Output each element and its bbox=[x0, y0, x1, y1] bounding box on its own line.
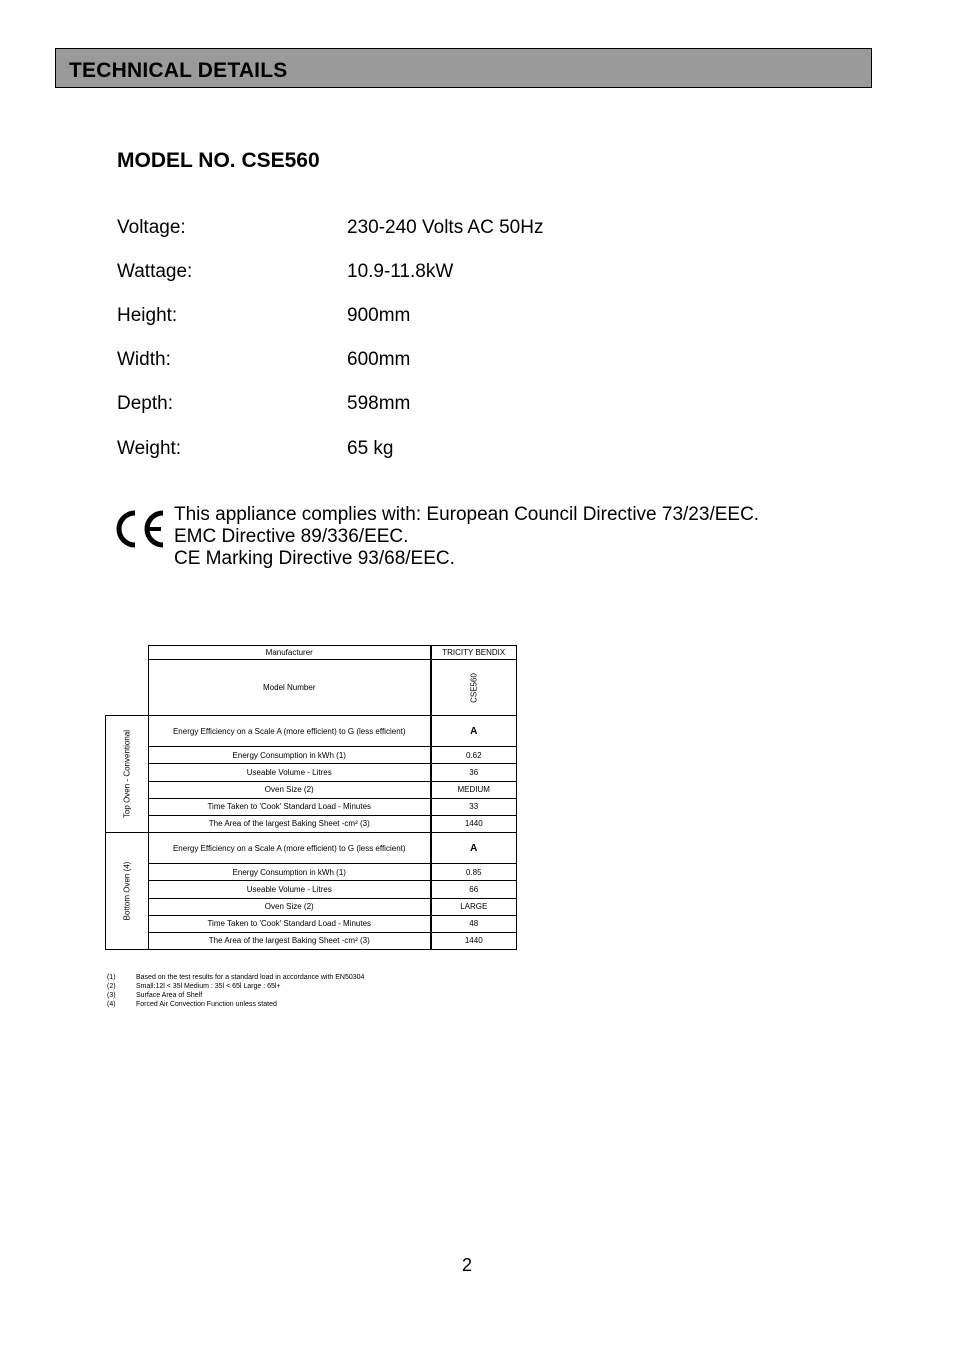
spec-row-voltage bbox=[117, 217, 717, 241]
row-value: 0.85 bbox=[431, 864, 517, 881]
spec-label: Width: bbox=[117, 349, 171, 370]
spec-value: 600mm bbox=[347, 349, 411, 370]
spec-label: Weight: bbox=[117, 438, 182, 459]
table-row bbox=[106, 881, 517, 898]
page-number: 2 bbox=[462, 1255, 473, 1275]
spec-value: 230-240 Volts AC 50Hz bbox=[347, 217, 544, 238]
top-oven-group-label: Top Oven - Conventional bbox=[122, 729, 132, 819]
row-label: Oven Size (2) bbox=[149, 781, 431, 798]
spec-value: 598mm bbox=[347, 393, 411, 414]
row-value: A bbox=[431, 716, 517, 747]
row-value: 48 bbox=[431, 915, 517, 932]
row-value: MEDIUM bbox=[431, 781, 517, 798]
spec-value: 900mm bbox=[347, 305, 411, 326]
row-value: 1440 bbox=[431, 815, 517, 832]
compliance-line: EMC Directive 89/336/EEC. bbox=[174, 526, 409, 547]
model-number-value: CSE560 bbox=[469, 672, 479, 703]
row-value: 66 bbox=[431, 881, 517, 898]
footnote-number: (2) bbox=[107, 983, 116, 990]
spec-label: Depth: bbox=[117, 393, 173, 414]
table-row bbox=[106, 764, 517, 781]
footnote-text: Forced Air Convection Function unless stated bbox=[136, 1001, 277, 1008]
table-row bbox=[106, 932, 517, 949]
row-label: The Area of the largest Baking Sheet -cm² (3) bbox=[149, 932, 431, 949]
table-row bbox=[106, 915, 517, 932]
spec-row-wattage bbox=[117, 261, 717, 285]
row-label: Energy Consumption in kWh (1) bbox=[149, 864, 431, 881]
row-value: LARGE bbox=[431, 898, 517, 915]
spec-value: 65 kg bbox=[347, 438, 394, 459]
model-title: MODEL NO. CSE560 bbox=[117, 149, 320, 172]
row-label: Time Taken to 'Cook' Standard Load - Minutes bbox=[149, 798, 431, 815]
row-label: Energy Consumption in kWh (1) bbox=[149, 747, 431, 764]
spec-label: Voltage: bbox=[117, 217, 186, 238]
spec-label: Height: bbox=[117, 305, 178, 326]
footnote bbox=[107, 982, 507, 991]
table-row bbox=[106, 798, 517, 815]
compliance-line: This appliance complies with: European Council Directive 73/23/EEC. bbox=[174, 504, 760, 525]
manufacturer-value: TRICITY BENDIX bbox=[431, 646, 517, 660]
footnote bbox=[107, 991, 507, 1000]
table-row bbox=[106, 716, 517, 747]
footnote-text: Small:12l < 35l Medium : 35l < 65l Large : 65l+ bbox=[136, 983, 281, 990]
table-row bbox=[106, 864, 517, 881]
spec-row-depth bbox=[117, 393, 717, 417]
row-value: 1440 bbox=[431, 932, 517, 949]
ce-mark-icon bbox=[113, 509, 169, 549]
table-row bbox=[106, 747, 517, 764]
table-row bbox=[106, 898, 517, 915]
spec-value: 10.9-11.8kW bbox=[347, 261, 454, 282]
compliance-statement bbox=[174, 504, 759, 570]
spec-row-height bbox=[117, 305, 717, 329]
spec-row-weight bbox=[117, 438, 717, 462]
row-label: Time Taken to 'Cook' Standard Load - Minutes bbox=[149, 915, 431, 932]
bottom-oven-group-label: Bottom Oven (4) bbox=[122, 861, 132, 921]
energy-label-table bbox=[105, 645, 517, 950]
footnote-text: Surface Area of Shelf bbox=[136, 992, 203, 999]
footnote bbox=[107, 1000, 507, 1009]
row-label: Energy Efficiency on a Scale A (more efficient) to G (less efficient) bbox=[149, 833, 431, 864]
table-row bbox=[106, 815, 517, 832]
row-value: 0.62 bbox=[431, 747, 517, 764]
row-label: Useable Volume - Litres bbox=[149, 881, 431, 898]
row-label: Useable Volume - Litres bbox=[149, 764, 431, 781]
table-row bbox=[106, 660, 517, 716]
row-value: 36 bbox=[431, 764, 517, 781]
footnotes bbox=[107, 973, 507, 1009]
footnote bbox=[107, 973, 507, 982]
row-label: Oven Size (2) bbox=[149, 898, 431, 915]
compliance-line: CE Marking Directive 93/68/EEC. bbox=[174, 548, 455, 569]
footnote-number: (3) bbox=[107, 992, 116, 999]
table-row bbox=[106, 833, 517, 864]
footnote-number: (4) bbox=[107, 1001, 116, 1008]
section-title: TECHNICAL DETAILS bbox=[69, 59, 288, 82]
section-header bbox=[55, 48, 872, 88]
table-row bbox=[106, 646, 517, 660]
table-row bbox=[106, 781, 517, 798]
model-number-label: Model Number bbox=[149, 660, 431, 716]
footnote-number: (1) bbox=[107, 974, 116, 981]
spec-label: Wattage: bbox=[117, 261, 193, 282]
spec-row-width bbox=[117, 349, 717, 373]
row-label: Energy Efficiency on a Scale A (more efficient) to G (less efficient) bbox=[149, 716, 431, 747]
row-value: A bbox=[431, 833, 517, 864]
footnote-text: Based on the test results for a standard load in accordance with EN50304 bbox=[136, 974, 365, 981]
row-label: The Area of the largest Baking Sheet -cm² (3) bbox=[149, 815, 431, 832]
row-value: 33 bbox=[431, 798, 517, 815]
manufacturer-label: Manufacturer bbox=[149, 646, 431, 660]
